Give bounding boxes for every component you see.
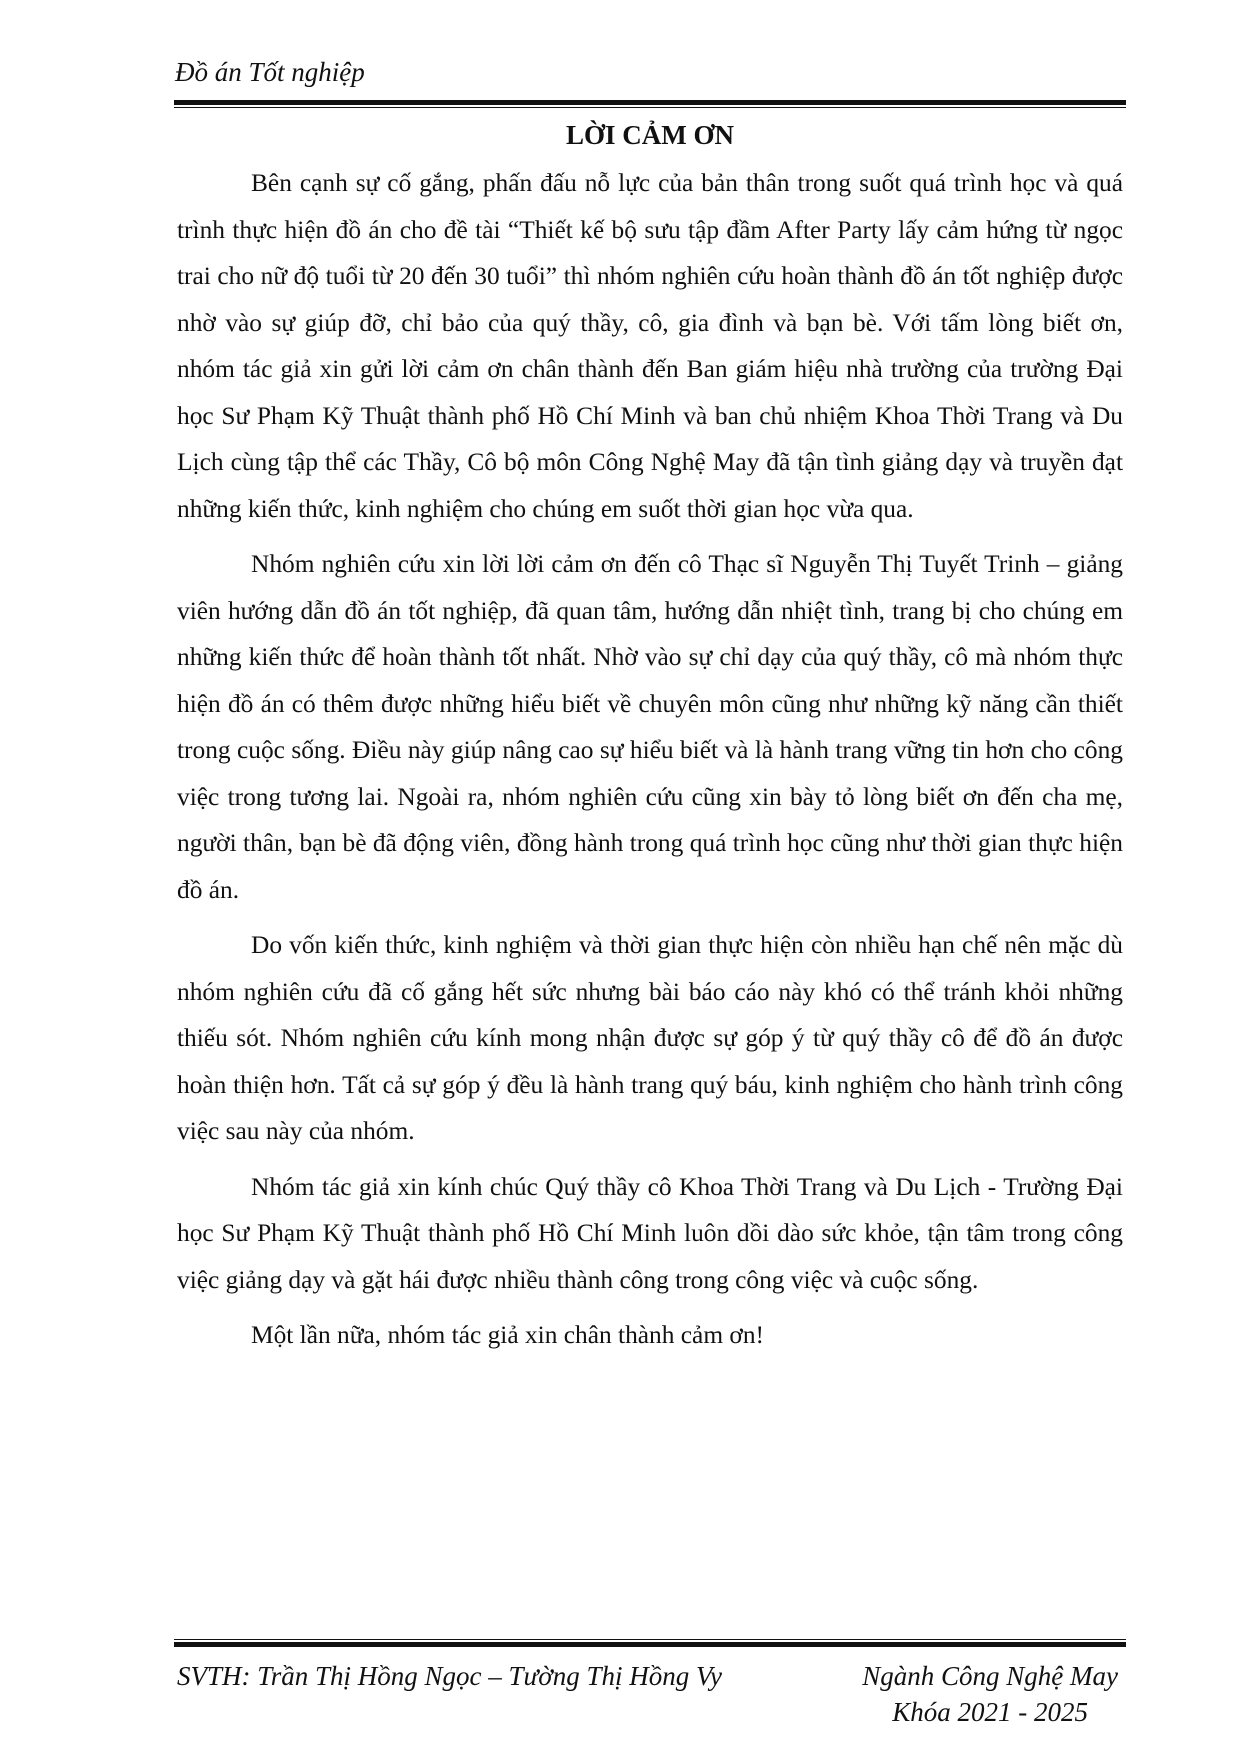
header-rule xyxy=(174,100,1126,108)
footer-course: Khóa 2021 - 2025 xyxy=(892,1697,1088,1727)
footer-major: Ngành Công Nghệ May xyxy=(862,1661,1118,1691)
paragraph-5: Một lần nữa, nhóm tác giả xin chân thành cảm ơn! xyxy=(251,1321,764,1349)
header-title: Đồ án Tốt nghiệp xyxy=(175,57,365,87)
footer-rule xyxy=(174,1639,1126,1647)
paragraph-4: Nhóm tác giả xin kính chúc Quý thầy cô Khoa Thời Trang và Du Lịch - Trường Đại học Sư Phạm Kỹ Thuật thành phố Hồ Chí Minh luôn dồi dào sức khỏe, tận tâm trong công việc giảng dạy và gặt hái được nhiều thành công trong công việc và cuộc sống. xyxy=(177,1172,1123,1294)
page-title: LỜI CẢM ƠN xyxy=(566,120,734,150)
footer-authors: SVTH: Trần Thị Hồng Ngọc – Tường Thị Hồng Vy xyxy=(177,1661,722,1691)
paragraph-1: Bên cạnh sự cố gắng, phấn đấu nỗ lực của bản thân trong suốt quá trình học và quá trình thực hiện đồ án cho đề tài “Thiết kế bộ sưu tập đầm After Party lấy cảm hứng từ ngọc trai cho nữ độ tuổi từ 20 đến 30 tuổi” thì nhóm nghiên cứu hoàn thành đồ án tốt nghiệp được nhờ vào sự giúp đỡ, chỉ bảo của quý thầy, cô, gia đình và bạn bè. Với tấm lòng biết ơn, nhóm tác giả xin gửi lời cảm ơn chân thành đến Ban giám hiệu nhà trường của trường Đại học Sư Phạm Kỹ Thuật thành phố Hồ Chí Minh và ban chủ nhiệm Khoa Thời Trang và Du Lịch cùng tập thể các Thầy, Cô bộ môn Công Nghệ May đã tận tình giảng dạy và truyền đạt những kiến thức, kinh nghiệm cho chúng em suốt thời gian học vừa qua. xyxy=(177,169,1123,523)
paragraph-2: Nhóm nghiên cứu xin lời lời cảm ơn đến cô Thạc sĩ Nguyễn Thị Tuyết Trinh – giảng viên hướng dẫn đồ án tốt nghiệp, đã quan tâm, hướng dẫn nhiệt tình, trang bị cho chúng em những kiến thức để hoàn thành tốt nhất. Nhờ vào sự chỉ dạy của quý thầy, cô mà nhóm thực hiện đồ án có thêm được những hiểu biết về chuyên môn cũng như những kỹ năng cần thiết trong cuộc sống. Điều này giúp nâng cao sự hiểu biết và là hành trang vững tin hơn cho công việc trong tương lai. Ngoài ra, nhóm nghiên cứu cũng xin bày tỏ lòng biết ơn đến cha mẹ, người thân, bạn bè đã động viên, đồng hành trong quá trình học cũng như thời gian thực hiện đồ án. xyxy=(177,550,1123,904)
paragraph-3: Do vốn kiến thức, kinh nghiệm và thời gian thực hiện còn nhiều hạn chế nên mặc dù nhóm nghiên cứu đã cố gắng hết sức nhưng bài báo cáo này khó có thể tránh khỏi những thiếu sót. Nhóm nghiên cứu kính mong nhận được sự góp ý từ quý thầy cô để đồ án được hoàn thiện hơn. Tất cả sự góp ý đều là hành trang quý báu, kinh nghiệm cho hành trình công việc sau này của nhóm. xyxy=(177,931,1123,1145)
footer-program xyxy=(862,1658,1118,1730)
acknowledgement-body xyxy=(177,160,1123,1359)
